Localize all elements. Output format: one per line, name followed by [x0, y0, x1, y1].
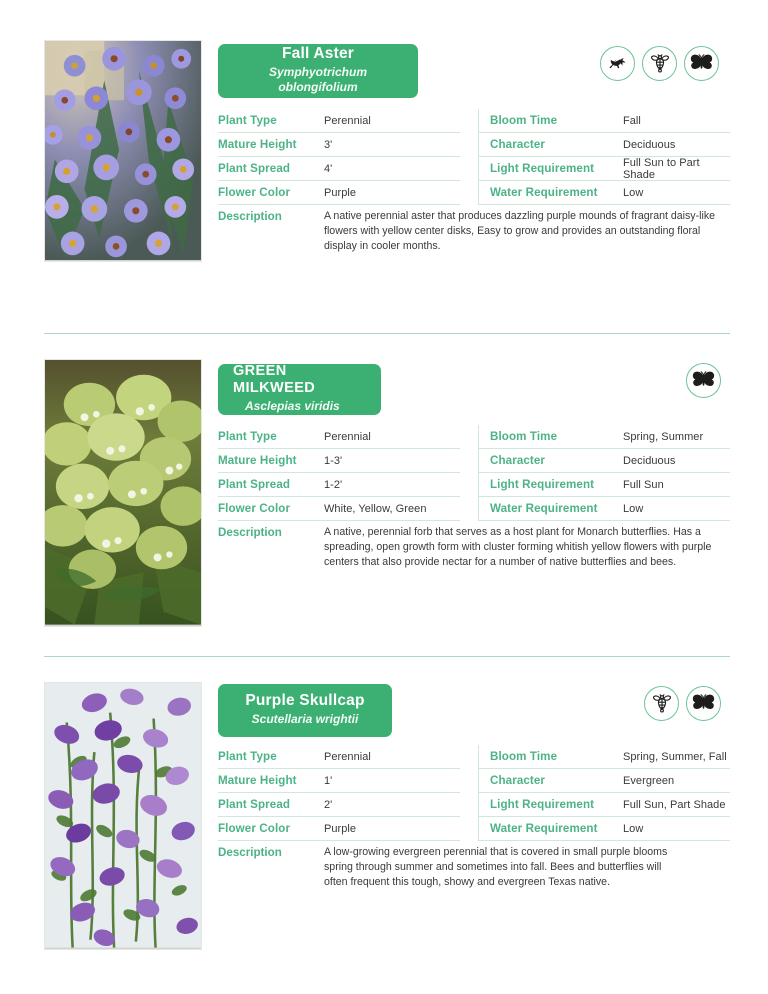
plant-scientific-name: Symphyotrichum oblongifolium	[268, 64, 367, 94]
table-row	[218, 817, 730, 841]
column-gap	[460, 157, 478, 181]
attr-value: Low	[623, 186, 644, 199]
bee-icon	[642, 46, 677, 81]
attr-label: Water Requirement	[490, 502, 598, 515]
plant-common-name: Fall Aster	[281, 45, 355, 63]
column-gap	[460, 769, 478, 793]
description-block-purple-skullcap	[218, 845, 730, 890]
column-gap	[460, 449, 478, 473]
attr-light-requirement	[478, 157, 730, 181]
description-label: Description	[218, 846, 282, 859]
attr-mature-height	[218, 769, 460, 793]
attr-label: Plant Type	[218, 430, 277, 443]
skullcap-photo-art	[45, 683, 201, 948]
attr-bloom-time	[478, 425, 730, 449]
description-label: Description	[218, 210, 282, 223]
table-row	[218, 133, 730, 157]
description-block-fall-aster	[218, 209, 730, 254]
attr-plant-type	[218, 425, 460, 449]
attr-label: Plant Spread	[218, 162, 291, 175]
pollinator-icons-green-milkweed	[686, 363, 721, 398]
attr-value: Purple	[324, 822, 357, 835]
attr-plant-spread	[218, 157, 460, 181]
attr-label: Bloom Time	[490, 114, 558, 127]
attr-label: Light Requirement	[490, 162, 595, 175]
attr-value: 4'	[324, 162, 333, 175]
attr-flower-color	[218, 497, 460, 521]
attr-label: Mature Height	[218, 454, 297, 467]
butterfly-glyph	[692, 694, 715, 713]
attr-value: Perennial	[324, 114, 371, 127]
attr-label: Character	[490, 138, 546, 151]
attr-value: 2'	[324, 798, 333, 811]
attr-plant-spread	[218, 793, 460, 817]
attr-value: Fall	[623, 114, 641, 127]
attr-value: White, Yellow, Green	[324, 502, 427, 515]
attribute-table-green-milkweed	[218, 425, 730, 521]
attr-water-requirement	[478, 817, 730, 841]
attr-label: Bloom Time	[490, 750, 558, 763]
column-gap	[460, 817, 478, 841]
attr-mature-height	[218, 449, 460, 473]
description-text: A native, perennial forb that serves as a host plant for Monarch butterflies. Has a spreading, open growth form with cluster forming whitish yellow flowers with purple centers that also provide nectar for a number of native butterflies and bees.	[324, 526, 712, 569]
attr-water-requirement	[478, 181, 730, 205]
plant-common-name: Purple Skullcap	[245, 692, 365, 710]
attr-value: Perennial	[324, 430, 371, 443]
attr-value: 1'	[324, 774, 333, 787]
attribute-table-fall-aster	[218, 109, 730, 205]
attr-label: Water Requirement	[490, 822, 598, 835]
hummingbird-icon	[600, 46, 635, 81]
attr-flower-color	[218, 181, 460, 205]
attr-value: Spring, Summer, Fall	[623, 750, 727, 763]
attr-mature-height	[218, 133, 460, 157]
column-gap	[460, 473, 478, 497]
attr-light-requirement	[478, 473, 730, 497]
attr-label: Mature Height	[218, 774, 297, 787]
column-gap	[460, 745, 478, 769]
butterfly-icon	[686, 686, 721, 721]
table-row	[218, 449, 730, 473]
plant-photo-purple-skullcap	[44, 682, 202, 950]
attr-light-requirement	[478, 793, 730, 817]
attr-plant-spread	[218, 473, 460, 497]
attr-value: Low	[623, 502, 644, 515]
attr-label: Character	[490, 454, 546, 467]
aster-photo-art	[45, 41, 201, 260]
table-row	[218, 769, 730, 793]
plant-title-green-milkweed	[218, 364, 381, 415]
description-text: A low-growing evergreen perennial that is covered in small purple blooms spring through summer and sometimes into fall. Bees and butterflies will often frequent this tough, showy and evergreen Texas native.	[324, 846, 668, 889]
table-row	[218, 745, 730, 769]
table-row	[218, 473, 730, 497]
attr-value: 3'	[324, 138, 333, 151]
pollinator-icons-fall-aster	[600, 46, 719, 81]
attr-label: Flower Color	[218, 186, 291, 199]
attr-plant-type	[218, 109, 460, 133]
plant-title-fall-aster	[218, 44, 418, 98]
attr-value: Full Sun	[623, 478, 664, 491]
section-divider	[44, 656, 730, 657]
attr-water-requirement	[478, 497, 730, 521]
column-gap	[460, 793, 478, 817]
attr-label: Plant Type	[218, 750, 277, 763]
attr-value: Low	[623, 822, 644, 835]
attr-label: Light Requirement	[490, 798, 595, 811]
column-gap	[460, 425, 478, 449]
bee-glyph	[651, 693, 673, 715]
column-gap	[460, 133, 478, 157]
bee-glyph	[649, 53, 671, 75]
attr-value: Evergreen	[623, 774, 675, 787]
table-row	[218, 425, 730, 449]
attr-value: 1-2'	[324, 478, 343, 491]
plant-scientific-name: Scutellaria wrightii	[251, 711, 359, 726]
attr-character	[478, 769, 730, 793]
attr-value: Full Sun, Part Shade	[623, 798, 726, 811]
butterfly-icon	[684, 46, 719, 81]
attr-plant-type	[218, 745, 460, 769]
table-row	[218, 497, 730, 521]
attr-character	[478, 449, 730, 473]
table-row	[218, 157, 730, 181]
attr-label: Plant Spread	[218, 478, 291, 491]
butterfly-glyph	[692, 371, 715, 390]
milkweed-photo-art	[45, 360, 201, 625]
attr-label: Light Requirement	[490, 478, 595, 491]
attr-bloom-time	[478, 109, 730, 133]
attr-value: 1-3'	[324, 454, 343, 467]
pollinator-icons-purple-skullcap	[644, 686, 721, 721]
plant-photo-fall-aster	[44, 40, 202, 262]
column-gap	[460, 109, 478, 133]
attr-flower-color	[218, 817, 460, 841]
attr-label: Character	[490, 774, 546, 787]
attr-value: Full Sun to Part Shade	[623, 156, 700, 181]
attr-value: Perennial	[324, 750, 371, 763]
description-label: Description	[218, 526, 282, 539]
bee-icon	[644, 686, 679, 721]
column-gap	[460, 181, 478, 205]
butterfly-icon	[686, 363, 721, 398]
attribute-table-purple-skullcap	[218, 745, 730, 841]
attr-value: Deciduous	[623, 138, 676, 151]
hummingbird-glyph	[607, 54, 629, 74]
plant-common-name: GREEN MILKWEED	[233, 363, 316, 396]
section-divider	[44, 333, 730, 334]
plant-title-purple-skullcap	[218, 684, 392, 737]
table-row	[218, 793, 730, 817]
attr-value: Spring, Summer	[623, 430, 704, 443]
attr-label: Flower Color	[218, 502, 291, 515]
plant-scientific-name: Asclepias viridis	[245, 398, 340, 413]
table-row	[218, 181, 730, 205]
attr-character	[478, 133, 730, 157]
attr-label: Bloom Time	[490, 430, 558, 443]
attr-label: Plant Spread	[218, 798, 291, 811]
attr-value: Deciduous	[623, 454, 676, 467]
table-row	[218, 109, 730, 133]
butterfly-glyph	[690, 54, 713, 73]
description-text: A native perennial aster that produces dazzling purple mounds of fragrant daisy-like flowers with yellow center disks, Easy to grow and provides an outstanding floral display in cooler months.	[324, 210, 716, 253]
plant-photo-green-milkweed	[44, 359, 202, 627]
attr-value: Purple	[324, 186, 357, 199]
attr-label: Water Requirement	[490, 186, 598, 199]
attr-label: Plant Type	[218, 114, 277, 127]
attr-label: Flower Color	[218, 822, 291, 835]
attr-label: Mature Height	[218, 138, 297, 151]
attr-bloom-time	[478, 745, 730, 769]
column-gap	[460, 497, 478, 521]
description-block-green-milkweed	[218, 525, 730, 570]
